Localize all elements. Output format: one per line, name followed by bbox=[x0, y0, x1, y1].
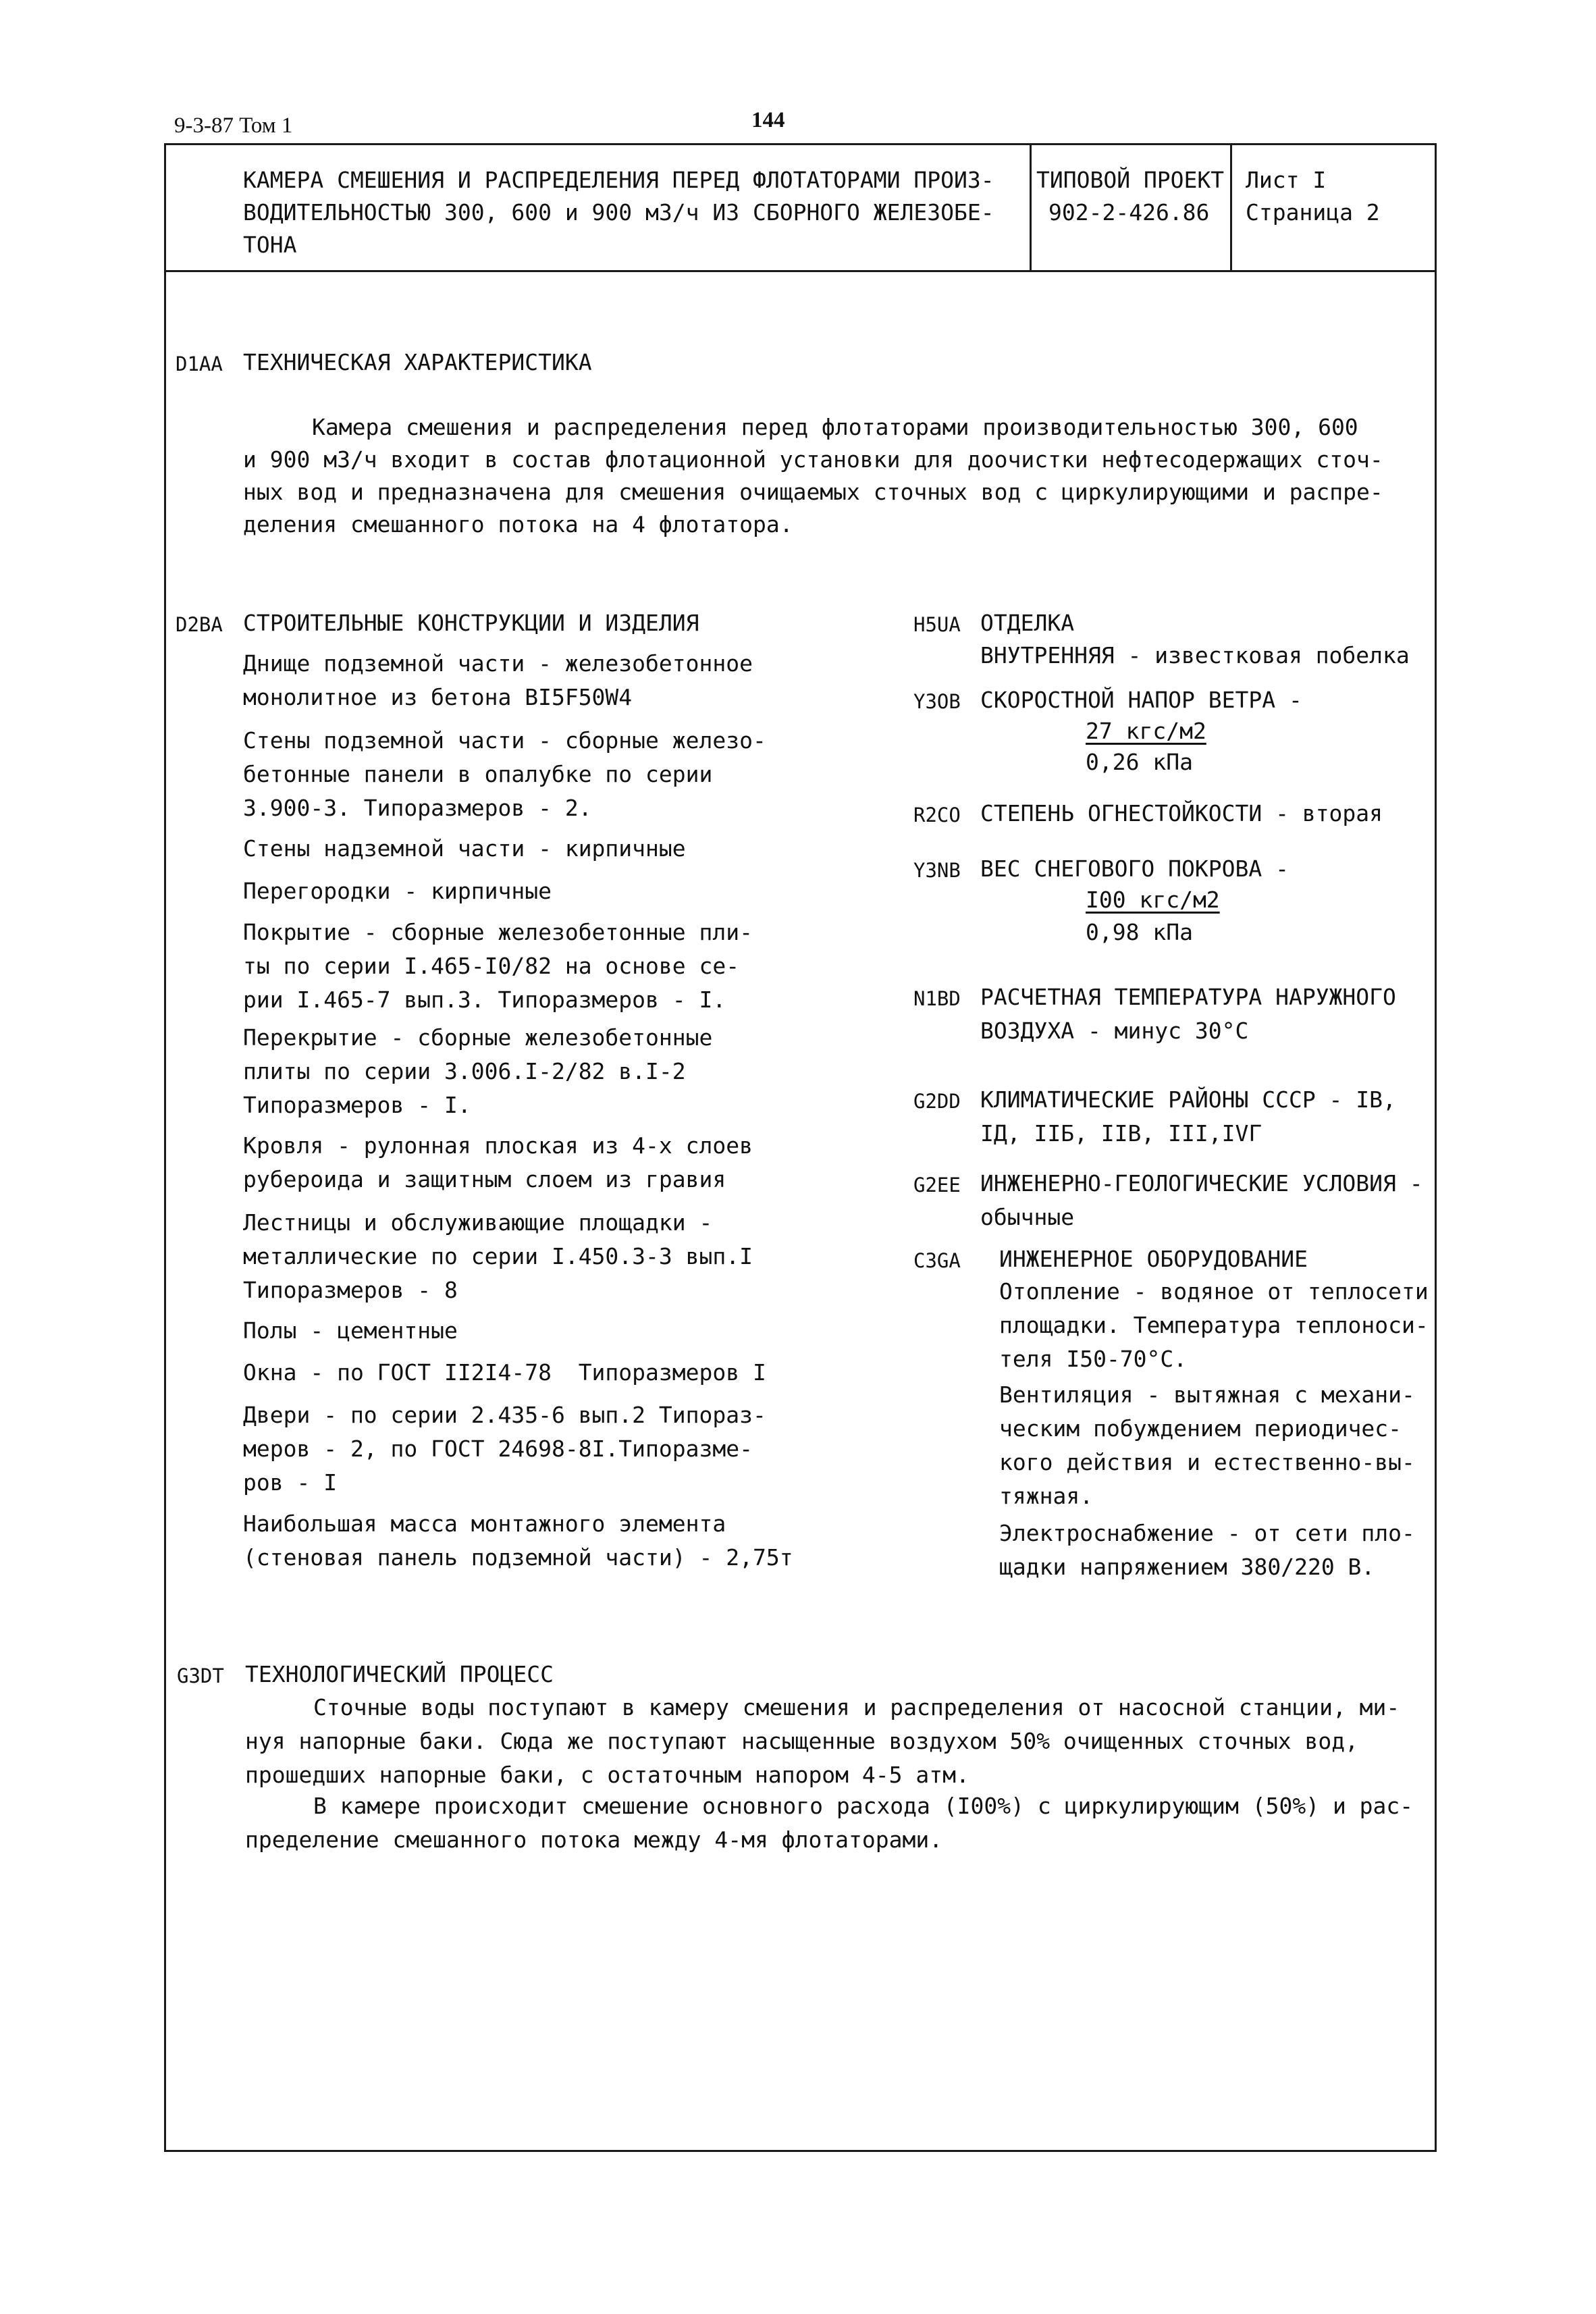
finishing-text: ВНУТРЕННЯЯ - известковая побелка bbox=[980, 642, 1410, 668]
equipment-item-power: Электроснабжение - от сети пло- щадки напряжением 380/220 В. bbox=[999, 1520, 1415, 1580]
fire-resistance-text: СТЕПЕНЬ ОГНЕСТОЙКОСТИ - вторая bbox=[980, 800, 1383, 826]
finishing-title: ОТДЕЛКА bbox=[980, 610, 1075, 636]
tech-text-line-2: и 900 м3/ч входит в состав флотационной установки для доочистки нефтесодержащих сточ- bbox=[243, 446, 1383, 473]
document-title-line-1: КАМЕРА СМЕШЕНИЯ И РАСПРЕДЕЛЕНИЯ ПЕРЕД ФЛОТАТОРАМИ ПРОИЗ- bbox=[243, 167, 994, 193]
title-block-separator-2 bbox=[1230, 143, 1232, 271]
tech-text-line-4: деления смешанного потока на 4 флотатора. bbox=[243, 511, 793, 537]
code-wind: Y3OB bbox=[913, 690, 961, 713]
tech-text-line-3: ных вод и предназначена для смешения очищаемых сточных вод с циркулирующими и распре- bbox=[243, 479, 1383, 505]
code-geology: G2EE bbox=[913, 1174, 961, 1197]
constructions-item-aboveground-walls: Стены надземной части - кирпичные bbox=[243, 835, 686, 862]
code-equipment: C3GA bbox=[913, 1249, 961, 1272]
section-title-process: ТЕХНОЛОГИЧЕСКИЙ ПРОЦЕСС bbox=[245, 1661, 554, 1687]
snow-value: I00 кгс/м2 bbox=[1086, 887, 1220, 913]
document-title-line-2: ВОДИТЕЛЬНОСТЬЮ 300, 600 и 900 м3/ч ИЗ СБОРНОГО ЖЕЛЕЗОБЕ- bbox=[243, 199, 994, 226]
title-block-separator-1 bbox=[1030, 143, 1032, 271]
document-title-line-3: ТОНА bbox=[243, 232, 297, 258]
project-label: ТИПОВОЙ ПРОЕКТ bbox=[1036, 167, 1225, 193]
climate-text: КЛИМАТИЧЕСКИЕ РАЙОНЫ СССР - IВ, IД, IIБ, IIВ, III,IVГ bbox=[980, 1086, 1396, 1147]
code-finishing: H5UA bbox=[913, 613, 961, 636]
constructions-item-floors: Полы - цементные bbox=[243, 1317, 458, 1344]
constructions-item-max-mass: Наибольшая масса монтажного элемента (стеновая панель подземной части) - 2,75т bbox=[243, 1510, 793, 1571]
page-number: 144 bbox=[751, 108, 785, 132]
code-temperature: N1BD bbox=[913, 987, 961, 1010]
constructions-item-stairs: Лестницы и обслуживающие площадки - металлические по серии I.450.3-3 вып.I Типоразмеров - 8 bbox=[243, 1209, 753, 1303]
snow-kpa: 0,98 кПа bbox=[1086, 919, 1193, 945]
constructions-item-partitions: Перегородки - кирпичные bbox=[243, 878, 552, 904]
process-paragraph-2: В камере происходит смешение основного расхода (I00%) с циркулирующим (50%) и рас- пределение смешанного потока между 4-мя флотаторами. bbox=[245, 1793, 1414, 1853]
project-number: 902-2-426.86 bbox=[1048, 199, 1210, 226]
volume-label: 9-3-87 Том 1 bbox=[174, 113, 293, 138]
code-climate: G2DD bbox=[913, 1090, 961, 1113]
process-paragraph-1: Сточные воды поступают в камеру смешения и распределения от насосной станции, ми- нуя напорные баки. Сюда же поступают насыщенные воздухом 50% очищенных сточных вод, прошедших напорные баки, с остаточным напором 4-5 атм. bbox=[245, 1694, 1400, 1788]
section-code-constructions: D2BA bbox=[176, 613, 223, 636]
wind-kpa: 0,26 кПа bbox=[1086, 749, 1193, 775]
code-snow: Y3NB bbox=[913, 859, 961, 882]
constructions-item-windows: Окна - по ГОСТ II2I4-78 Типоразмеров I bbox=[243, 1359, 766, 1386]
section-title-tech: ТЕХНИЧЕСКАЯ ХАРАКТЕРИСТИКА bbox=[243, 349, 592, 375]
code-fire: R2CO bbox=[913, 804, 961, 826]
equipment-item-heating: Отопление - водяное от теплосети площадки. Температура теплоноси- теля I50-70°С. bbox=[999, 1278, 1429, 1372]
constructions-item-underground-walls: Стены подземной части - сборные железо- бетонные панели в опалубке по серии 3.900-3. Типоразмеров - 2. bbox=[243, 727, 766, 821]
constructions-item-foundation: Днище подземной части - железобетонное монолитное из бетона BI5F50W4 bbox=[243, 650, 753, 710]
section-code-tech: D1AA bbox=[176, 352, 223, 375]
section-code-process: G3DT bbox=[177, 1664, 224, 1687]
sheet-label: Лист I bbox=[1246, 167, 1327, 193]
wind-title: СКОРОСТНОЙ НАПОР ВЕТРА - bbox=[980, 687, 1302, 713]
equipment-item-ventilation: Вентиляция - вытяжная с механи- ческим побуждением периодичес- кого действия и естественно-вы- тяжная. bbox=[999, 1382, 1415, 1509]
constructions-item-floor-slab: Перекрытие - сборные железобетонные плиты по серии 3.006.I-2/82 в.I-2 Типоразмеров - I. bbox=[243, 1024, 713, 1118]
geology-text: ИНЖЕНЕРНО-ГЕОЛОГИЧЕСКИЕ УСЛОВИЯ - обычные bbox=[980, 1170, 1423, 1230]
tech-text-line-1: Камера смешения и распределения перед флотаторами производительностью 300, 600 bbox=[312, 414, 1358, 440]
constructions-item-roof-covering: Покрытие - сборные железобетонные пли- ты по серии I.465-I0/82 на основе се- рии I.465-7 вып.3. Типоразмеров - I. bbox=[243, 919, 753, 1013]
temperature-text: РАСЧЕТНАЯ ТЕМПЕРАТУРА НАРУЖНОГО ВОЗДУХА - минус 30°С bbox=[980, 984, 1396, 1044]
constructions-item-roofing: Кровля - рулонная плоская из 4-х слоев рубероида и защитным слоем из гравия bbox=[243, 1132, 753, 1192]
section-title-constructions: СТРОИТЕЛЬНЫЕ КОНСТРУКЦИИ И ИЗДЕЛИЯ bbox=[243, 610, 699, 636]
wind-value: 27 кгс/м2 bbox=[1086, 718, 1206, 744]
snow-title: ВЕС СНЕГОВОГО ПОКРОВА - bbox=[980, 856, 1289, 882]
title-block-divider bbox=[164, 270, 1437, 272]
page-label: Страница 2 bbox=[1246, 199, 1380, 226]
equipment-title: ИНЖЕНЕРНОЕ ОБОРУДОВАНИЕ bbox=[999, 1246, 1308, 1272]
constructions-item-doors: Двери - по серии 2.435-6 вып.2 Типораз- меров - 2, по ГОСТ 24698-8I.Типоразме- ров - I bbox=[243, 1402, 766, 1496]
